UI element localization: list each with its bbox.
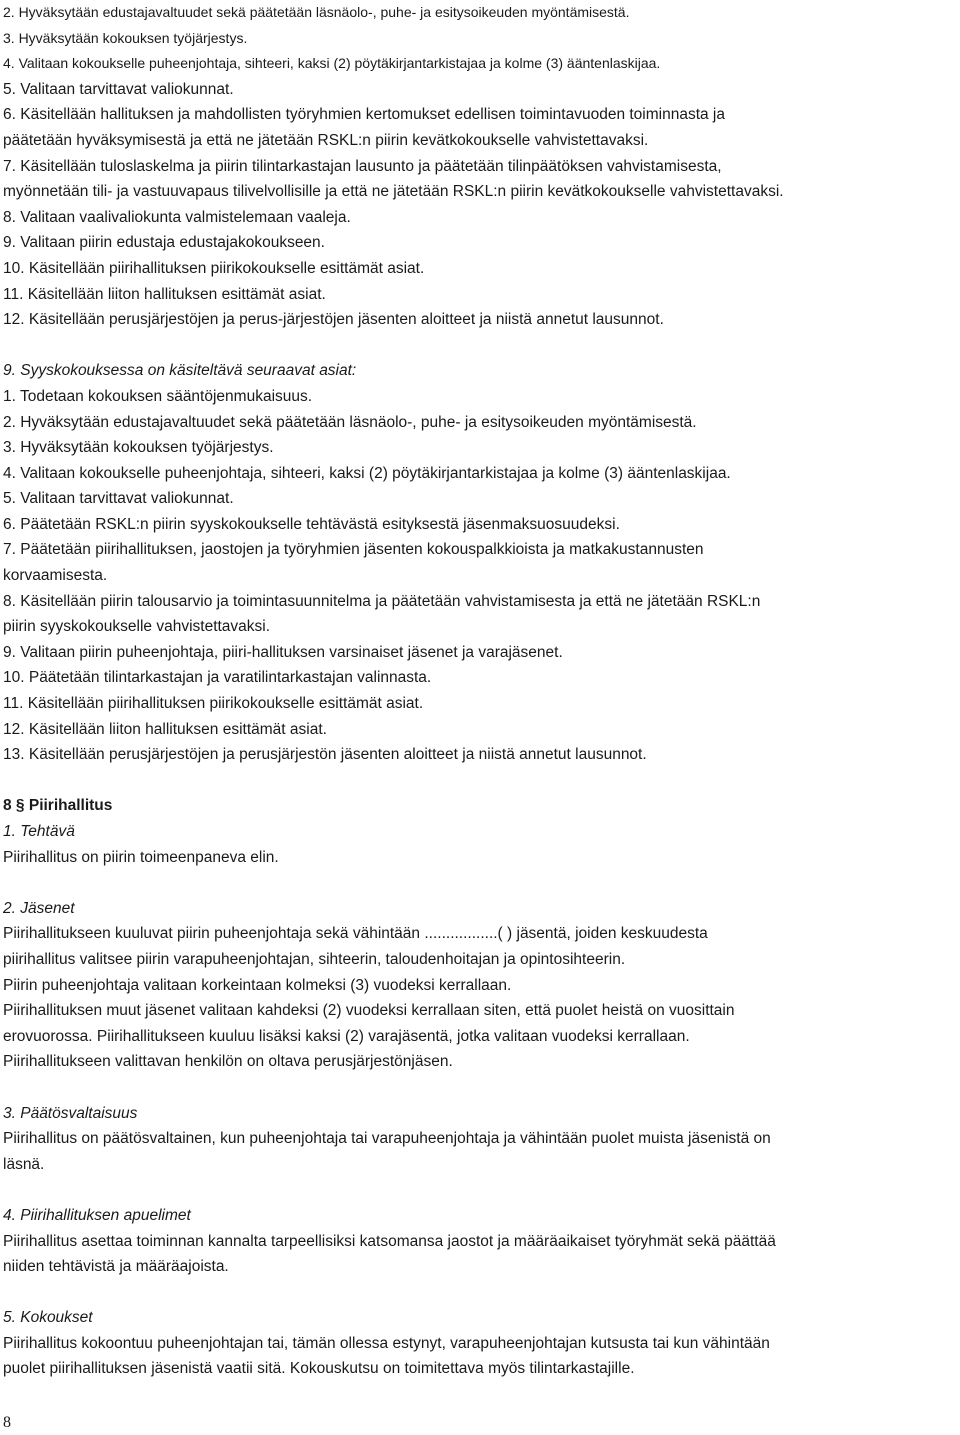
paragraph-line: piirihallitus valitsee piirin varapuheenjohtajan, sihteerin, taloudenhoitajan ja opintosihteerin.	[3, 950, 626, 968]
list-item: 4. Valitaan kokoukselle puheenjohtaja, sihteeri, kaksi (2) pöytäkirjantarkistajaa ja kolme (3) ääntenlaskijaa.	[3, 55, 661, 72]
page-number: 8	[3, 1414, 11, 1431]
list-item: 2. Hyväksytään edustajavaltuudet sekä päätetään läsnäolo-, puhe- ja esitysoikeuden myöntämisestä.	[3, 4, 630, 20]
spring-meeting-list-continued	[3, 0, 953, 333]
paragraph-line: Piirihallituksen muut jäsenet valitaan kahdeksi (2) vuodeksi kerrallaan siten, että puolet heistä on vuosittain	[3, 1002, 735, 1020]
autumn-meeting-section	[3, 358, 953, 768]
list-item: 6. Päätetään RSKL:n piirin syyskokoukselle tehtävästä esityksestä jäsenmaksuosuudeksi.	[3, 515, 620, 533]
subsection-heading: 4. Piirihallituksen apuelimet	[3, 1206, 191, 1224]
paragraph-line: Piirin puheenjohtaja valitaan korkeintaan kolmeksi (3) vuodeksi kerrallaan.	[3, 976, 512, 994]
document-page	[3, 0, 953, 1382]
paragraph-line: Piirihallitus on päätösvaltainen, kun puheenjohtaja tai varapuheenjohtaja ja vähintään puolet muista jäsenistä on	[3, 1130, 771, 1148]
list-item: 10. Käsitellään piirihallituksen piirikokoukselle esittämät asiat.	[3, 259, 425, 277]
list-item: 10. Päätetään tilintarkastajan ja varatilintarkastajan valinnasta.	[3, 669, 432, 687]
list-item: piirin syyskokoukselle vahvistettavaksi.	[3, 618, 271, 636]
list-item: 8. Valitaan vaalivaliokunta valmistelemaan vaaleja.	[3, 208, 351, 226]
paragraph-line: erovuorossa. Piirihallitukseen kuuluu lisäksi kaksi (2) varajäsentä, jotka valitaan vuodeksi kerrallaan.	[3, 1027, 690, 1045]
list-item: myönnetään tili- ja vastuuvapaus tilivelvollisille ja että ne jätetään RSKL:n piirin kevätkokoukselle vahvistettavaksi.	[3, 183, 784, 201]
paragraph-line: Piirihallitus asettaa toiminnan kannalta tarpeellisiksi katsomansa jaostot ja määräaikaiset työryhmät sekä päättää	[3, 1232, 776, 1250]
paragraph-line: Piirihallitus kokoontuu puheenjohtajan tai, tämän ollessa estynyt, varapuheenjohtajan kutsusta tai kun vähintään	[3, 1334, 770, 1352]
subsection-heading: 5. Kokoukset	[3, 1309, 93, 1327]
list-item: 12. Käsitellään perusjärjestöjen ja perus-järjestöjen jäsenten aloitteet ja niistä annetut lausunnot.	[3, 311, 664, 329]
list-item: 1. Todetaan kokouksen sääntöjenmukaisuus.	[3, 387, 313, 405]
paragraph-line: Piirihallitus on piirin toimeenpaneva elin.	[3, 848, 279, 866]
subsection-heading: 3. Päätösvaltaisuus	[3, 1104, 138, 1122]
paragraph-line: Piirihallitukseen valittavan henkilön on oltava perusjärjestönjäsen.	[3, 1053, 453, 1071]
list-item: 7. Päätetään piirihallituksen, jaostojen ja työryhmien jäsenten kokouspalkkioista ja matkakustannusten	[3, 541, 704, 559]
spacer	[3, 333, 953, 359]
spacer	[3, 1177, 953, 1203]
list-item: 6. Käsitellään hallituksen ja mahdollisten työryhmien kertomukset edellisen toimintavuoden toiminnasta ja	[3, 106, 725, 124]
list-item: 5. Valitaan tarvittavat valiokunnat.	[3, 490, 234, 508]
list-item: korvaamisesta.	[3, 567, 108, 585]
list-item: 13. Käsitellään perusjärjestöjen ja perusjärjestön jäsenten aloitteet ja niistä annetut lausunnot.	[3, 746, 647, 764]
subsection-heading: 1. Tehtävä	[3, 823, 75, 840]
paragraph-line: puolet piirihallituksen jäsenistä vaatii sitä. Kokouskutsu on toimitettava myös tilintarkastajille.	[3, 1360, 635, 1378]
spacer	[3, 768, 953, 794]
autumn-meeting-heading: 9. Syyskokouksessa on käsiteltävä seuraavat asiat:	[3, 362, 357, 380]
list-item: 11. Käsitellään liiton hallituksen esittämät asiat.	[3, 285, 326, 303]
section-8	[3, 793, 953, 1382]
paragraph-line: läsnä.	[3, 1155, 45, 1173]
list-item: 5. Valitaan tarvittavat valiokunnat.	[3, 80, 234, 98]
spacer	[3, 870, 953, 896]
section-title: 8 § Piirihallitus	[3, 797, 113, 815]
list-item: 9. Valitaan piirin edustaja edustajakokoukseen.	[3, 234, 325, 252]
subsection-heading: 2. Jäsenet	[3, 899, 75, 917]
list-item: 12. Käsitellään liiton hallituksen esittämät asiat.	[3, 720, 327, 738]
list-item: 11. Käsitellään piirihallituksen piirikokoukselle esittämät asiat.	[3, 695, 424, 713]
list-item: 8. Käsitellään piirin talousarvio ja toimintasuunnitelma ja päätetään vahvistamisesta ja että ne jätetään RSKL:n	[3, 592, 761, 610]
list-item: 7. Käsitellään tuloslaskelma ja piirin tilintarkastajan lausunto ja päätetään tilinpäätöksen vahvistamisesta,	[3, 157, 722, 175]
spacer	[3, 1075, 953, 1101]
list-item: 9. Valitaan piirin puheenjohtaja, piiri-hallituksen varsinaiset jäsenet ja varajäsenet.	[3, 643, 563, 661]
list-item: 4. Valitaan kokoukselle puheenjohtaja, sihteeri, kaksi (2) pöytäkirjantarkistajaa ja kolme (3) ääntenlaskijaa.	[3, 464, 731, 482]
list-item: 3. Hyväksytään kokouksen työjärjestys.	[3, 29, 248, 46]
spacer	[3, 1280, 953, 1306]
list-item: päätetään hyväksymisestä ja että ne jätetään RSKL:n piirin kevätkokoukselle vahvistettavaksi.	[3, 131, 649, 149]
list-item: 3. Hyväksytään kokouksen työjärjestys.	[3, 439, 274, 457]
paragraph-line: niiden tehtävistä ja määräajoista.	[3, 1258, 229, 1276]
paragraph-line: Piirihallitukseen kuuluvat piirin puheenjohtaja sekä vähintään .................( ) jäsentä, joiden keskuudesta	[3, 925, 708, 943]
list-item: 2. Hyväksytään edustajavaltuudet sekä päätetään läsnäolo-, puhe- ja esitysoikeuden myöntämisestä.	[3, 413, 697, 431]
